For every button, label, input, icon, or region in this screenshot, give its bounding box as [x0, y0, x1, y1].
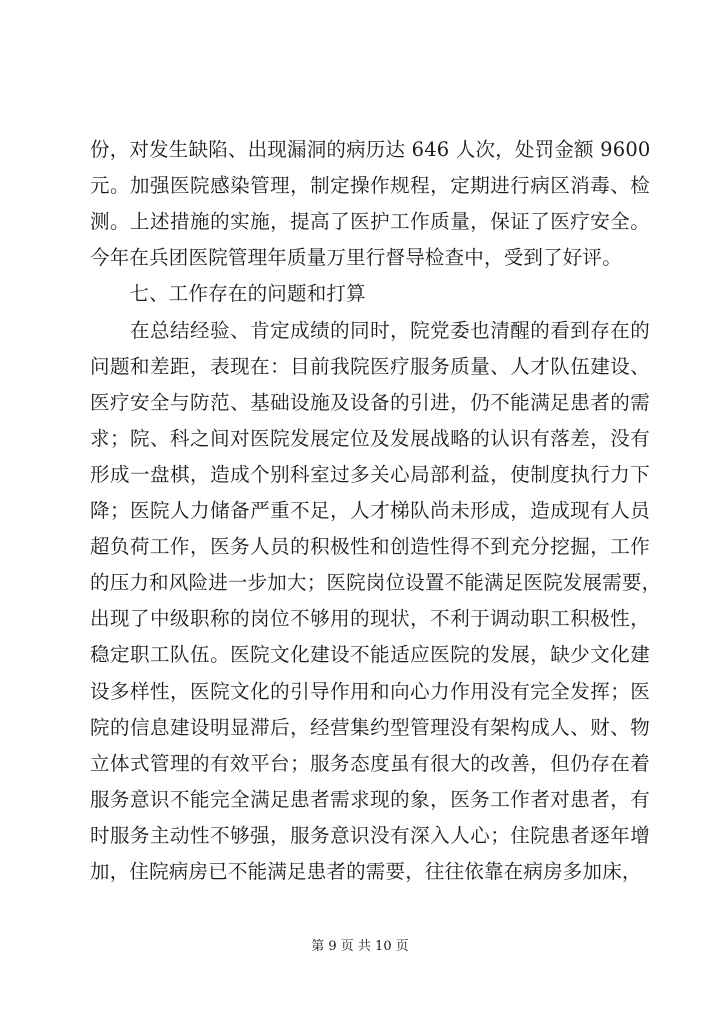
- text-line: 元。加强医院感染管理，制定操作规程，定期进行病区消毒、检: [90, 174, 650, 197]
- text-line: 求；院、科之间对医院发展定位及发展战略的认识有落差，没有: [90, 427, 650, 450]
- text-line: 院的信息建设明显滞后，经营集约型管理没有架构成人、财、物: [90, 716, 650, 739]
- text-line: 出现了中级职称的岗位不够用的现状，不利于调动职工积极性，: [90, 607, 650, 630]
- text-line: 份，对发生缺陷、出现漏洞的病历达 646 人次，处罚金额 9600: [90, 138, 651, 161]
- text-line: 加，住院病房已不能满足患者的需要，往往依靠在病房多加床，: [90, 860, 642, 883]
- text-line: 立体式管理的有效平台；服务态度虽有很大的改善，但仍存在着: [90, 752, 650, 775]
- section-heading: 七、工作存在的问题和打算: [90, 282, 366, 305]
- text-line: 降；医院人力储备严重不足，人才梯队尚未形成，造成现有人员: [90, 499, 650, 522]
- text-line: 超负荷工作，医务人员的积极性和创造性得不到充分挖掘，工作: [90, 535, 650, 558]
- text-line: 设多样性，医院文化的引导作用和向心力作用没有完全发挥；医: [90, 680, 650, 703]
- text-line: 稳定职工队伍。医院文化建设不能适应医院的发展，缺少文化建: [90, 643, 650, 666]
- text-line: 医疗安全与防范、基础设施及设备的引进，仍不能满足患者的需: [90, 391, 650, 414]
- text-line: 的压力和风险进一步加大；医院岗位设置不能满足医院发展需要，: [90, 571, 662, 594]
- text-line: 今年在兵团医院管理年质量万里行督导检查中，受到了好评。: [90, 246, 622, 269]
- text-line: 测。上述措施的实施，提高了医护工作质量，保证了医疗安全。: [90, 210, 650, 233]
- text-line: 在总结经验、肯定成绩的同时，院党委也清醒的看到存在的: [90, 319, 650, 342]
- text-line: 形成一盘棋，造成个别科室过多关心局部利益，使制度执行力下: [90, 463, 650, 486]
- text-line: 服务意识不能完全满足患者需求现的象，医务工作者对患者，有: [90, 788, 650, 811]
- text-line: 时服务主动性不够强，服务意识没有深入人心；住院患者逐年增: [90, 824, 650, 847]
- text-line: 问题和差距，表现在：目前我院医疗服务质量、人才队伍建设、: [90, 355, 650, 378]
- page-footer: 第 9 页 共 10 页: [311, 939, 409, 954]
